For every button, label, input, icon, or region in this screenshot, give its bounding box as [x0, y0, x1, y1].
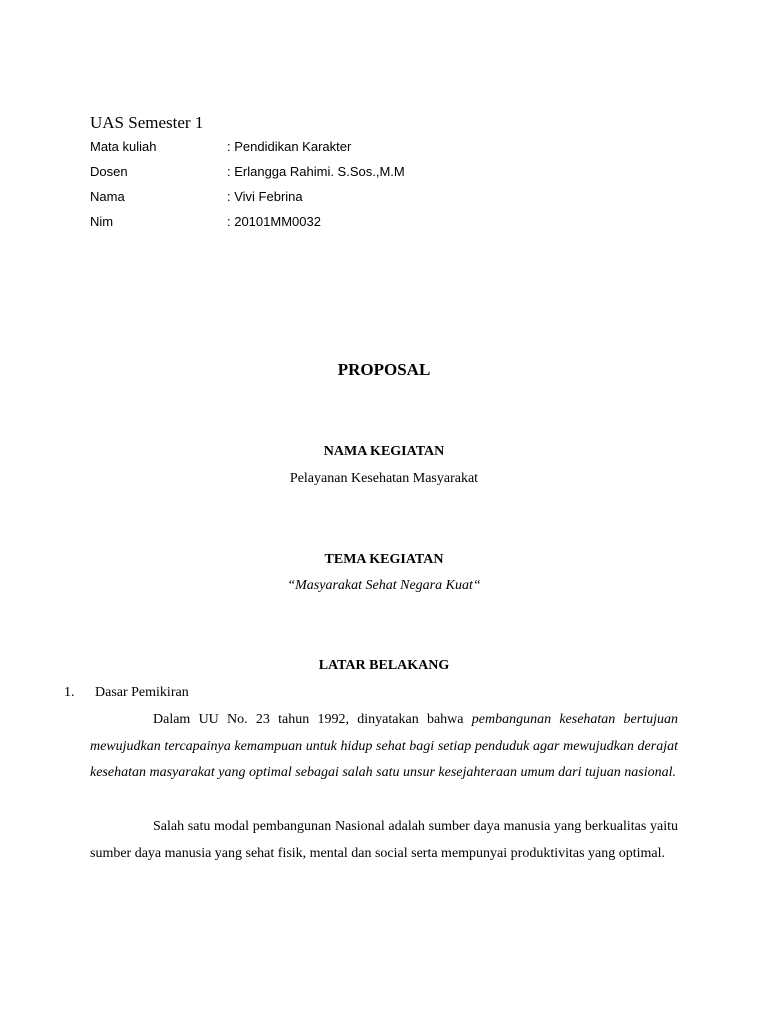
info-row-nama: [90, 189, 303, 209]
info-label: Nama: [90, 189, 125, 204]
info-value: : 20101MM0032: [227, 214, 321, 229]
info-label: Nim: [90, 214, 114, 229]
latar-belakang-heading: LATAR BELAKANG: [318, 658, 450, 673]
info-value: : Pendidikan Karakter: [227, 139, 352, 154]
nama-kegiatan-heading: NAMA KEGIATAN: [323, 444, 445, 459]
nama-kegiatan-text: Pelayanan Kesehatan Masyarakat: [289, 471, 479, 486]
info-row-mata-kuliah: [90, 139, 351, 159]
info-value: : Erlangga Rahimi. S.Sos.,M.M: [227, 164, 405, 179]
info-label: Mata kuliah: [90, 139, 157, 154]
paragraph-1-text: Dalam UU No. 23 tahun 1992, dinyatakan bahwa: [153, 712, 472, 727]
info-row-nim: [90, 214, 321, 234]
paragraph-2: [90, 814, 678, 867]
info-value: : Vivi Febrina: [227, 189, 303, 204]
tema-kegiatan-text: “Masyarakat Sehat Negara Kuat“: [287, 578, 481, 593]
paragraph-1-italic-text: pembangunan kesehatan bertujuan mewujudkan tercapainya kemampuan untuk hidup sehat bagi setiap penduduk agar mewujudkan derajat kesehatan masyarakat yang optimal sebagai salah satu unsur kesejahteraan umum dari tujuan nasional.: [90, 712, 679, 780]
proposal-title: PROPOSAL: [337, 360, 431, 379]
paragraph-2-text: Salah satu modal pembangunan Nasional adalah sumber daya manusia yang berkualitas yaitu sumber daya manusia yang sehat fisik, mental dan social serta mempunyai produktivitas yang optimal.: [90, 819, 678, 861]
list-number: 1.: [64, 685, 75, 700]
paragraph-1: [90, 707, 678, 787]
document-header-title: UAS Semester 1: [90, 113, 204, 132]
info-row-dosen: [90, 164, 405, 184]
list-item-dasar-pemikiran: [64, 685, 189, 701]
info-label: Dosen: [90, 164, 128, 179]
list-label: Dasar Pemikiran: [95, 685, 189, 700]
tema-kegiatan-heading: TEMA KEGIATAN: [324, 552, 444, 567]
